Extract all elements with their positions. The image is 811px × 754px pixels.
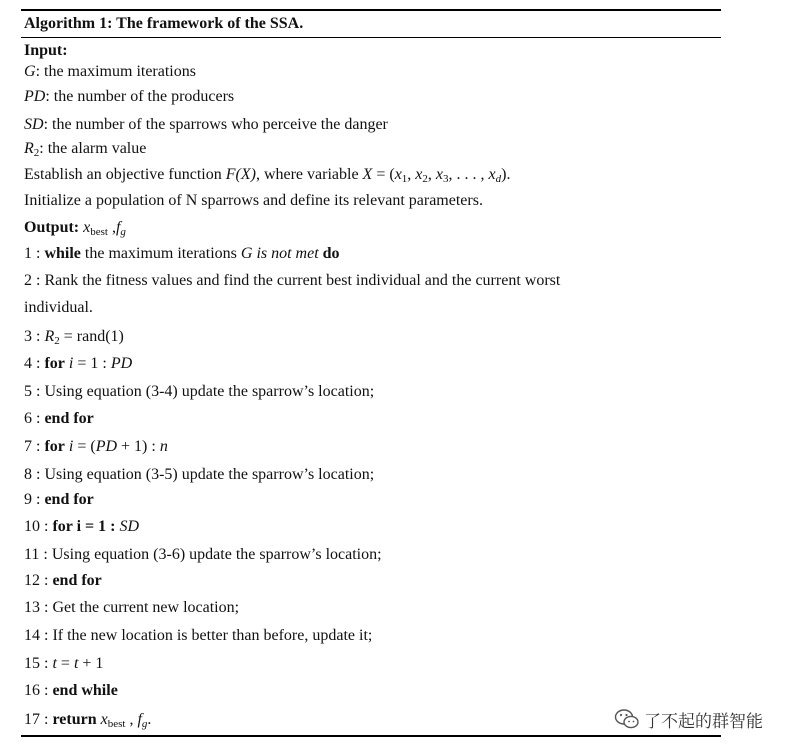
input-r2: $R_2$: the alarm value xyxy=(24,140,147,159)
step-16: 16 : end while xyxy=(24,682,118,699)
input-sd: SD: the number of the sparrows who perceive the danger xyxy=(24,116,388,133)
step-12: 12 : end for xyxy=(24,572,102,589)
bottom-rule xyxy=(21,735,721,737)
algorithm-title: Algorithm 1: The framework of the SSA. xyxy=(24,15,304,32)
step-3: 3 : $R_2$ = rand(1) xyxy=(24,328,124,347)
watermark xyxy=(614,705,763,733)
input-g: G: the maximum iterations xyxy=(24,63,196,80)
top-rule xyxy=(21,9,721,11)
step-10: 10 : for i = 1 : SD xyxy=(24,518,140,535)
step-4: 4 : for i = 1 : PD xyxy=(24,355,133,372)
step-1: 1 : while the maximum iterations G is not met do xyxy=(24,245,340,262)
step-14: 14 : If the new location is better than before, update it; xyxy=(24,627,373,644)
step-2: 2 : Rank the fitness values and find the current best individual and the current worst xyxy=(24,272,561,289)
output-line: Output: $x_{best}$ $,f_g$ xyxy=(24,219,126,238)
title-rule xyxy=(21,37,721,38)
input-pd: PD: the number of the producers xyxy=(24,88,235,105)
step-17: 17 : return $x_{best}$ , $f_g$. xyxy=(24,711,152,730)
initialize-line: Initialize a population of N sparrows and define its relevant parameters. xyxy=(24,192,483,209)
step-9: 9 : end for xyxy=(24,491,94,508)
step-5: 5 : Using equation (3-4) update the sparrow’s location; xyxy=(24,383,375,400)
establish-line: Establish an objective function F(X), where variable $X = (x_1$, $x_2$, $x_3$, . . . , $x_d$). xyxy=(24,166,511,185)
step-11: 11 : Using equation (3-6) update the sparrow’s location; xyxy=(24,546,382,563)
step-8: 8 : Using equation (3-5) update the sparrow’s location; xyxy=(24,466,375,483)
step-2-continued: individual. xyxy=(24,299,93,316)
step-6: 6 : end for xyxy=(24,410,94,427)
step-15: 15 : t = t + 1 xyxy=(24,655,104,672)
step-7: 7 : for i = (PD + 1) : n xyxy=(24,438,168,455)
input-label: Input: xyxy=(24,42,68,59)
watermark-text: 了不起的群智能 xyxy=(644,711,763,732)
step-13: 13 : Get the current new location; xyxy=(24,599,240,616)
wechat-icon xyxy=(614,708,640,730)
